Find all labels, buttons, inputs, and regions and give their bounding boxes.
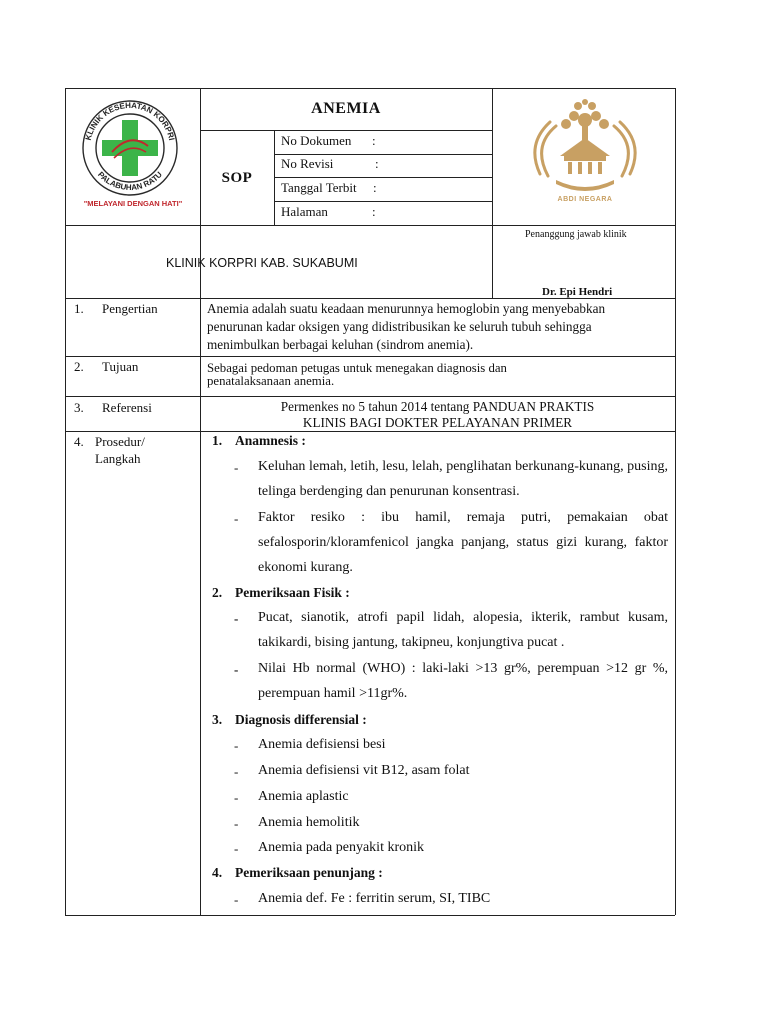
list-item: Anemia pada penyakit kronik bbox=[258, 840, 425, 855]
bullet: - bbox=[234, 764, 239, 779]
list-item: Anemia hemolitik bbox=[258, 815, 360, 830]
meta-label-halaman: Halaman bbox=[281, 204, 328, 219]
bullet: - bbox=[234, 790, 239, 805]
section-text-tujuan: Sebagai pedoman petugas untuk menegakan diagnosis dan penatalaksanaan anemia. bbox=[207, 361, 507, 388]
meta-label-tanggal-terbit: Tanggal Terbit bbox=[281, 180, 357, 195]
procedure-number: 4. bbox=[212, 865, 223, 880]
section-number: 3. bbox=[74, 400, 84, 415]
section-label-prosedur: Prosedur/ bbox=[95, 434, 145, 449]
procedure-number: 2. bbox=[212, 585, 223, 600]
procedure-heading-diagnosis-differensial: Diagnosis differensial : bbox=[235, 712, 367, 727]
section-divider-3 bbox=[65, 431, 675, 432]
section-label-tujuan: Tujuan bbox=[102, 359, 139, 374]
bullet: - bbox=[234, 816, 239, 831]
section-label-pengertian: Pengertian bbox=[102, 301, 158, 316]
procedure-heading-pemeriksaan-fisik: Pemeriksaan Fisik : bbox=[235, 585, 350, 600]
procedure-heading-anamnesis: Anamnesis : bbox=[235, 433, 306, 448]
bullet: - bbox=[234, 611, 239, 626]
clinic-motto: "MELAYANI DENGAN HATI" bbox=[83, 199, 183, 208]
procedure-number: 1. bbox=[212, 433, 223, 448]
table-border-top bbox=[65, 88, 675, 89]
emblem-caption: ABDI NEGARA bbox=[557, 196, 613, 203]
meta-label-no-revisi: No Revisi bbox=[281, 156, 334, 171]
list-item: Nilai Hb normal (WHO) : laki-laki >13 gr%, perempuan >12 gr %, perempuan hamil >11gr%. bbox=[258, 661, 668, 701]
responsible-label: Penanggung jawab klinik bbox=[525, 229, 627, 240]
meta-colon: : bbox=[372, 204, 376, 219]
list-item: Keluhan lemah, letih, lesu, lelah, penglihatan berkunang-kunang, pusing, telinga berdenging dan penurunan konsentrasi. bbox=[258, 459, 668, 499]
section-text-pengertian: Anemia adalah suatu keadaan menurunnya hemoglobin yang menyebabkan penurunan kadar oksigen yang didistribusikan ke seluruh tubuh sehingga menimbulkan berbagai keluhan (sindrom anemia). bbox=[207, 301, 606, 352]
table-border-left bbox=[65, 88, 66, 915]
column-divider-left bbox=[200, 88, 201, 915]
section-label-langkah: Langkah bbox=[95, 451, 141, 466]
list-item: Anemia def. Fe : ferritin serum, SI, TIBC bbox=[258, 891, 491, 906]
section-label-referensi: Referensi bbox=[102, 400, 152, 415]
meta-colon: : bbox=[373, 180, 377, 195]
meta-label-no-dokumen: No Dokumen bbox=[281, 133, 352, 148]
bullet: - bbox=[234, 511, 239, 526]
procedure-number: 3. bbox=[212, 712, 223, 727]
title-row-divider bbox=[200, 130, 492, 131]
header-divider bbox=[65, 225, 675, 226]
table-border-bottom bbox=[65, 915, 675, 916]
clinic-logo bbox=[72, 92, 196, 220]
svg-text:PALABUHAN RATU: PALABUHAN RATU bbox=[96, 169, 164, 193]
bullet: - bbox=[234, 738, 239, 753]
clinic-name: KLINIK KORPRI KAB. SUKABUMI bbox=[166, 256, 358, 270]
meta-colon: : bbox=[375, 156, 379, 171]
bullet: - bbox=[234, 460, 239, 475]
column-divider-right bbox=[492, 88, 493, 298]
list-item: Faktor resiko : ibu hamil, remaja putri, pemakaian obat sefalosporin/kloramfenicol jangka panjang, status gizi kurang, faktor ekonomi kurang. bbox=[258, 510, 668, 575]
document-title: ANEMIA bbox=[311, 100, 381, 117]
section-number: 4. bbox=[74, 434, 84, 449]
responsible-name: Dr. Epi Hendri bbox=[542, 286, 613, 298]
meta-divider-2 bbox=[274, 177, 492, 178]
section-divider-1 bbox=[65, 356, 675, 357]
meta-colon: : bbox=[372, 133, 376, 148]
meta-divider-1 bbox=[274, 154, 492, 155]
table-border-right bbox=[675, 88, 676, 915]
list-item: Pucat, sianotik, atrofi papil lidah, alopesia, ikterik, rambut kusam, takikardi, bising jantung, takipneu, konjungtiva pucat . bbox=[258, 610, 668, 650]
bullet: - bbox=[234, 662, 239, 677]
sop-label: SOP bbox=[221, 170, 253, 186]
list-item: Anemia defisiensi besi bbox=[258, 737, 386, 752]
reference-line-2: KLINIS BAGI DOKTER PELAYANAN PRIMER bbox=[302, 415, 573, 430]
abdi-negara-emblem bbox=[526, 98, 644, 208]
bullet: - bbox=[234, 841, 239, 856]
meta-divider-3 bbox=[274, 201, 492, 202]
section-number: 1. bbox=[74, 301, 84, 316]
bullet: - bbox=[234, 892, 239, 907]
section-divider-2 bbox=[65, 396, 675, 397]
list-item: Anemia defisiensi vit B12, asam folat bbox=[258, 763, 470, 778]
reference-line-1: Permenkes no 5 tahun 2014 tentang PANDUAN PRAKTIS bbox=[280, 399, 595, 414]
list-item: Anemia aplastic bbox=[258, 789, 349, 804]
section-number: 2. bbox=[74, 359, 84, 374]
procedure-heading-pemeriksaan-penunjang: Pemeriksaan penunjang : bbox=[235, 865, 383, 880]
svg-text:KLINIK KESEHATAN KORPRI: KLINIK KESEHATAN KORPRI bbox=[83, 100, 177, 142]
